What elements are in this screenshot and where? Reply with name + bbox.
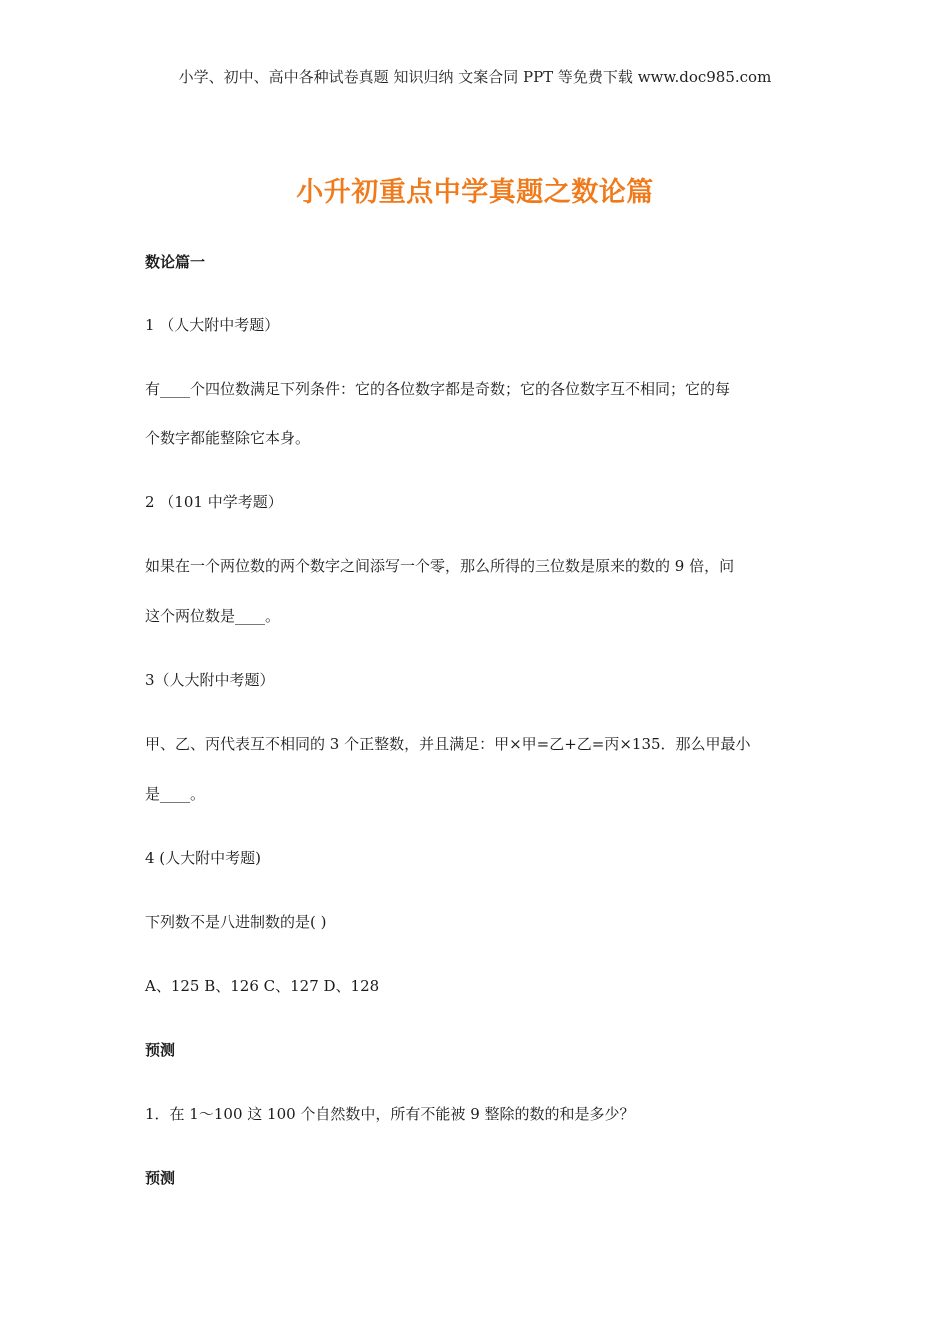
prediction-question-1: 1．在 1～100 这 100 个自然数中，所有不能被 9 整除的数的和是多少？: [145, 1105, 635, 1123]
question-3-line-2: 是____。: [145, 785, 206, 803]
question-4-line-1: 下列数不是八进制数的是( ): [145, 913, 327, 931]
question-3-line-1: 甲、乙、丙代表互不相同的 3 个正整数，并且满足：甲×甲=乙+乙=丙×135．那么甲最小: [145, 735, 751, 753]
page-header: 小学、初中、高中各种试卷真题 知识归纳 文案合同 PPT 等免费下载 www.doc985.com: [178, 68, 772, 86]
question-1-line-2: 个数字都能整除它本身。: [145, 429, 311, 447]
document-title: 小升初重点中学真题之数论篇: [296, 177, 654, 208]
question-1-source: 1 （人大附中考题）: [145, 316, 280, 334]
question-2-line-1: 如果在一个两位数的两个数字之间添写一个零，那么所得的三位数是原来的数的 9 倍，问: [145, 557, 735, 575]
question-4-options: A、125 B、126 C、127 D、128: [145, 977, 380, 995]
question-4-source: 4 (人大附中考题): [145, 849, 262, 867]
section-heading: 数论篇一: [145, 253, 206, 271]
question-2-line-2: 这个两位数是____。: [145, 607, 281, 625]
question-3-source: 3（人大附中考题）: [145, 671, 275, 689]
question-2-source: 2 （101 中学考题）: [145, 493, 283, 511]
question-1-line-1: 有____个四位数满足下列条件：它的各位数字都是奇数；它的各位数字互不相同；它的每: [145, 380, 731, 398]
prediction-heading-2: 预测: [145, 1169, 176, 1187]
prediction-heading-1: 预测: [145, 1041, 176, 1059]
